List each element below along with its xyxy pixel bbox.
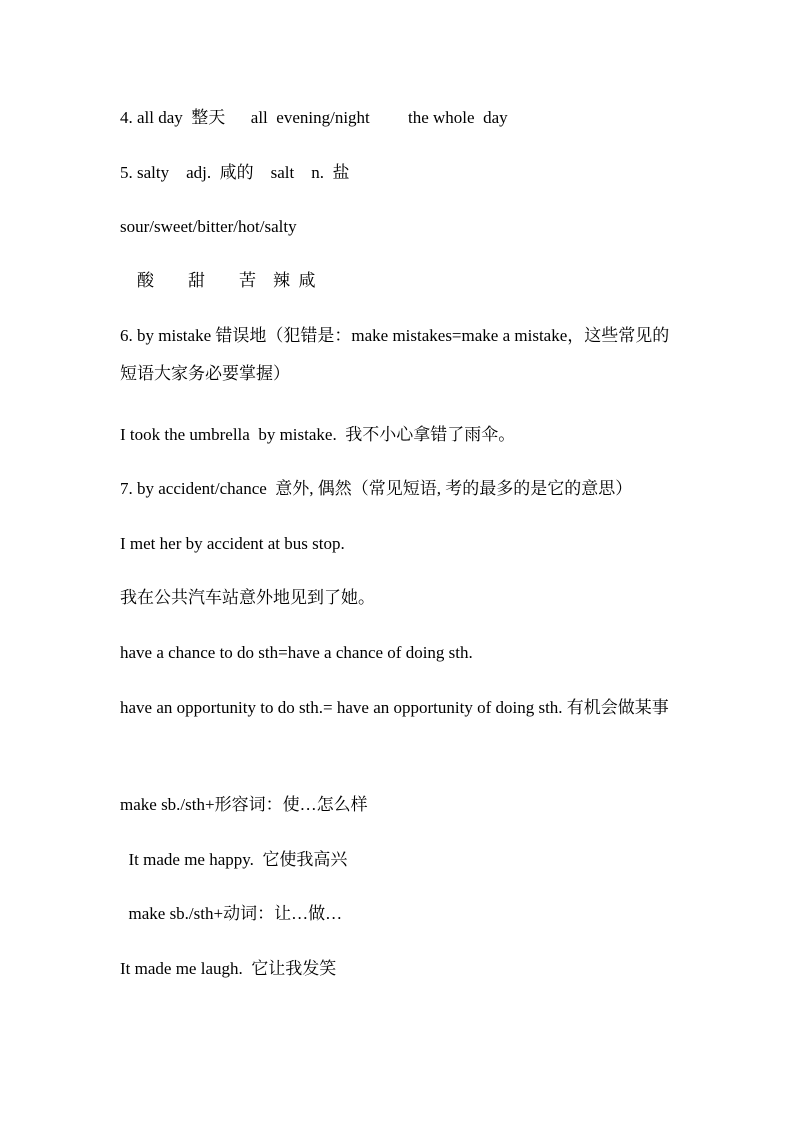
example-met-her-translation: 我在公共汽车站意外地见到了她。 xyxy=(120,588,375,607)
note-line-4-all-day: 4. all day 整天 all evening/night the whole day xyxy=(120,108,508,127)
example-umbrella: I took the umbrella by mistake. 我不小心拿错了雨伞。 xyxy=(120,425,516,444)
note-line-tastes-english: sour/sweet/bitter/hot/salty xyxy=(120,217,297,236)
example-made-me-happy: It made me happy. 它使我高兴 xyxy=(120,850,348,869)
note-make-verb: make sb./sth+动词：让…做… xyxy=(120,904,343,923)
note-line-tastes-chinese: 酸 甜 苦 辣 咸 xyxy=(120,271,316,290)
note-have-a-chance: have a chance to do sth=have a chance of doing sth. xyxy=(120,643,473,662)
note-line-5-salty: 5. salty adj. 咸的 salt n. 盐 xyxy=(120,163,350,182)
note-line-6-by-mistake: 6. by mistake 错误地（犯错是：make mistakes=make a mistake，这些常见的短语大家务必要掌握） xyxy=(120,326,670,383)
note-line-7-by-accident: 7. by accident/chance 意外, 偶然（常见短语, 考的最多的是它的意思） xyxy=(120,479,633,498)
example-made-me-laugh: It made me laugh. 它让我发笑 xyxy=(120,959,337,978)
note-make-adjective: make sb./sth+形容词：使…怎么样 xyxy=(120,795,368,814)
example-met-her: I met her by accident at bus stop. xyxy=(120,534,345,553)
note-have-an-opportunity: have an opportunity to do sth.= have an opportunity of doing sth. 有机会做某事 xyxy=(120,698,669,717)
